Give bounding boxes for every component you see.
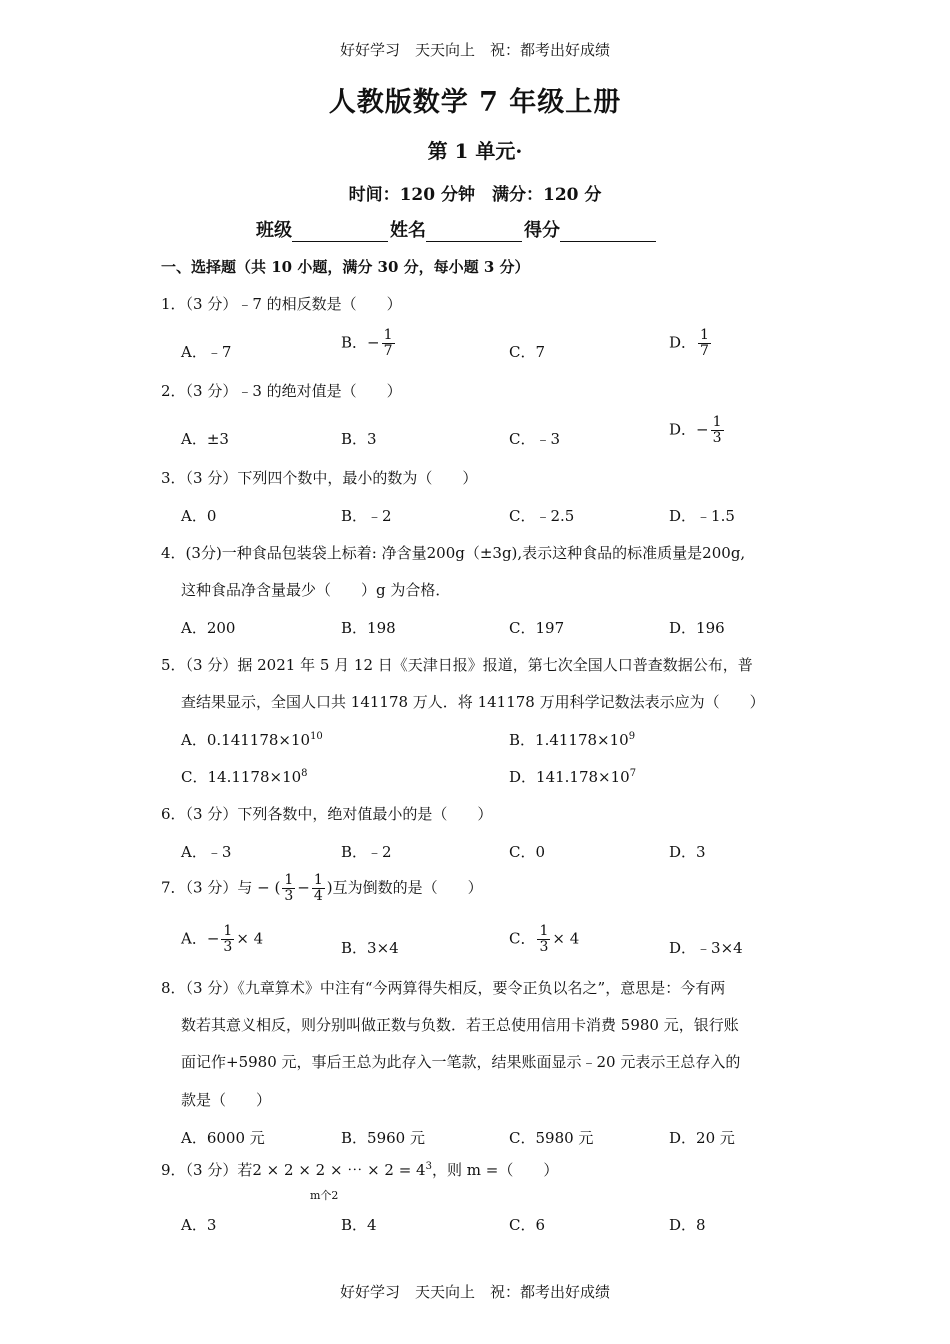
time-score-info: 时间：120 分钟 满分：120 分 — [348, 185, 602, 205]
question-4-option-a: A．200 — [181, 619, 236, 637]
unit-label: 第 1 单元· — [427, 139, 523, 163]
question-7-option-b: B．3×4 — [341, 939, 399, 957]
question-3-option-a: A．0 — [181, 507, 217, 525]
question-3-option-d: D．﹣1.5 — [669, 507, 735, 525]
question-7-option-a: A．− $\frac{1}{3}$ × 4 — [181, 923, 264, 955]
question-1-stem: 1．（3 分）﹣7 的相反数是（ ） — [161, 295, 402, 313]
question-7-option-c: C． $\frac{1}{3}$ × 4 — [509, 923, 580, 955]
question-2-stem: 2．（3 分）﹣3 的绝对值是（ ） — [161, 382, 402, 400]
question-1-option-d: D． $\frac{1}{7}$ — [669, 327, 709, 359]
question-9-option-b: B．4 — [341, 1216, 377, 1234]
student-info-fields — [256, 216, 658, 242]
question-7-option-d: D．﹣3×4 — [669, 939, 743, 957]
page-footer: 好好学习 天天向上 祝：都考出好成绩 — [339, 1283, 610, 1301]
question-3-option-b: B．﹣2 — [341, 507, 392, 525]
question-8-option-c: C．5980 元 — [509, 1129, 594, 1147]
name-blank[interactable] — [426, 223, 522, 242]
question-2-option-a: A．±3 — [181, 430, 229, 448]
question-5-option-c: C．$14.1178\times 10^8$ — [181, 768, 308, 786]
question-5-option-a: A．$0.141178\times 10^{10}$ — [181, 731, 323, 749]
question-5-line-2: 查结果显示，全国人口共 141178 万人．将 141178 万用科学记数法表示应为（ ） — [181, 693, 765, 711]
question-6-option-a: A．﹣3 — [181, 843, 232, 861]
class-label: 班级 — [256, 220, 292, 241]
question-5-line-1: 5．（3 分）据 2021 年 5 月 12 日《天津日报》报道，第七次全国人口普查数据公布，普 — [161, 656, 753, 674]
question-8-option-d: D．20 元 — [669, 1129, 735, 1147]
question-1-option-b: B．− $\frac{1}{7}$ — [341, 327, 393, 359]
question-8-line-1: 8．（3 分）《九章算术》中注有“今两算得失相反，要令正负以名之”，意思是：今有两 — [161, 979, 726, 997]
question-9-option-a: A．3 — [181, 1216, 217, 1234]
question-1-option-a: A．﹣7 — [181, 343, 232, 361]
question-8-option-b: B．5960 元 — [341, 1129, 425, 1147]
question-1-option-c: C．7 — [509, 343, 546, 361]
question-5-option-d: D．$141.178\times 10^7$ — [509, 768, 637, 786]
score-blank[interactable] — [560, 223, 656, 242]
question-8-line-2: 数若其意义相反，则分别叫做正数与负数．若王总使用信用卡消费 5980 元，银行账 — [181, 1016, 739, 1034]
page-header: 好好学习 天天向上 祝：都考出好成绩 — [339, 41, 610, 59]
question-4-option-c: C．197 — [509, 619, 565, 637]
class-blank[interactable] — [292, 223, 388, 242]
question-7-stem: 7．（3 分）与 − ( $\frac{1}{3}$ − $\frac{1}{4}$ )互为倒数的是（ ） — [161, 872, 483, 904]
question-3-option-c: C．﹣2.5 — [509, 507, 575, 525]
question-4-line-1: 4．(3分)一种食品包装袋上标着: 净含量200g（±3g),表示这种食品的标准质量是200g, — [161, 544, 746, 562]
score-label: 得分 — [524, 220, 560, 241]
question-8-line-4: 款是（ ） — [181, 1091, 272, 1109]
name-label: 姓名 — [390, 220, 426, 241]
question-4-option-b: B．198 — [341, 619, 396, 637]
question-6-option-c: C．0 — [509, 843, 546, 861]
question-2-option-b: B．3 — [341, 430, 377, 448]
document-title: 人教版数学 7 年级上册 — [328, 87, 622, 118]
section-heading: 一、选择题（共 10 小题，满分 30 分，每小题 3 分） — [161, 258, 530, 276]
question-9-stem: 9．（3 分）若2 × 2 × 2 × ⋯ × $2 = 4^3$，则 m =（ ） — [161, 1161, 559, 1179]
question-4-line-2: 这种食品净含量最少（ ）g 为合格． — [181, 581, 451, 599]
question-2-option-d: D．− $\frac{1}{3}$ — [669, 414, 722, 446]
question-6-option-d: D．3 — [669, 843, 706, 861]
question-8-option-a: A．6000 元 — [181, 1129, 265, 1147]
question-5-option-b: B．$1.41178\times 10^9$ — [509, 731, 636, 749]
question-6-option-b: B．﹣2 — [341, 843, 392, 861]
question-9-option-c: C．6 — [509, 1216, 546, 1234]
question-9-option-d: D．8 — [669, 1216, 706, 1234]
question-9-underbrace-label: m个2 — [310, 1189, 339, 1202]
question-4-option-d: D．196 — [669, 619, 725, 637]
question-2-option-c: C．﹣3 — [509, 430, 561, 448]
question-3-stem: 3．（3 分）下列四个数中，最小的数为（ ） — [161, 469, 478, 487]
question-6-stem: 6．（3 分）下列各数中，绝对值最小的是（ ） — [161, 805, 493, 823]
question-8-line-3: 面记作+5980 元，事后王总为此存入一笔款，结果账面显示﹣20 元表示王总存入的 — [181, 1053, 741, 1071]
